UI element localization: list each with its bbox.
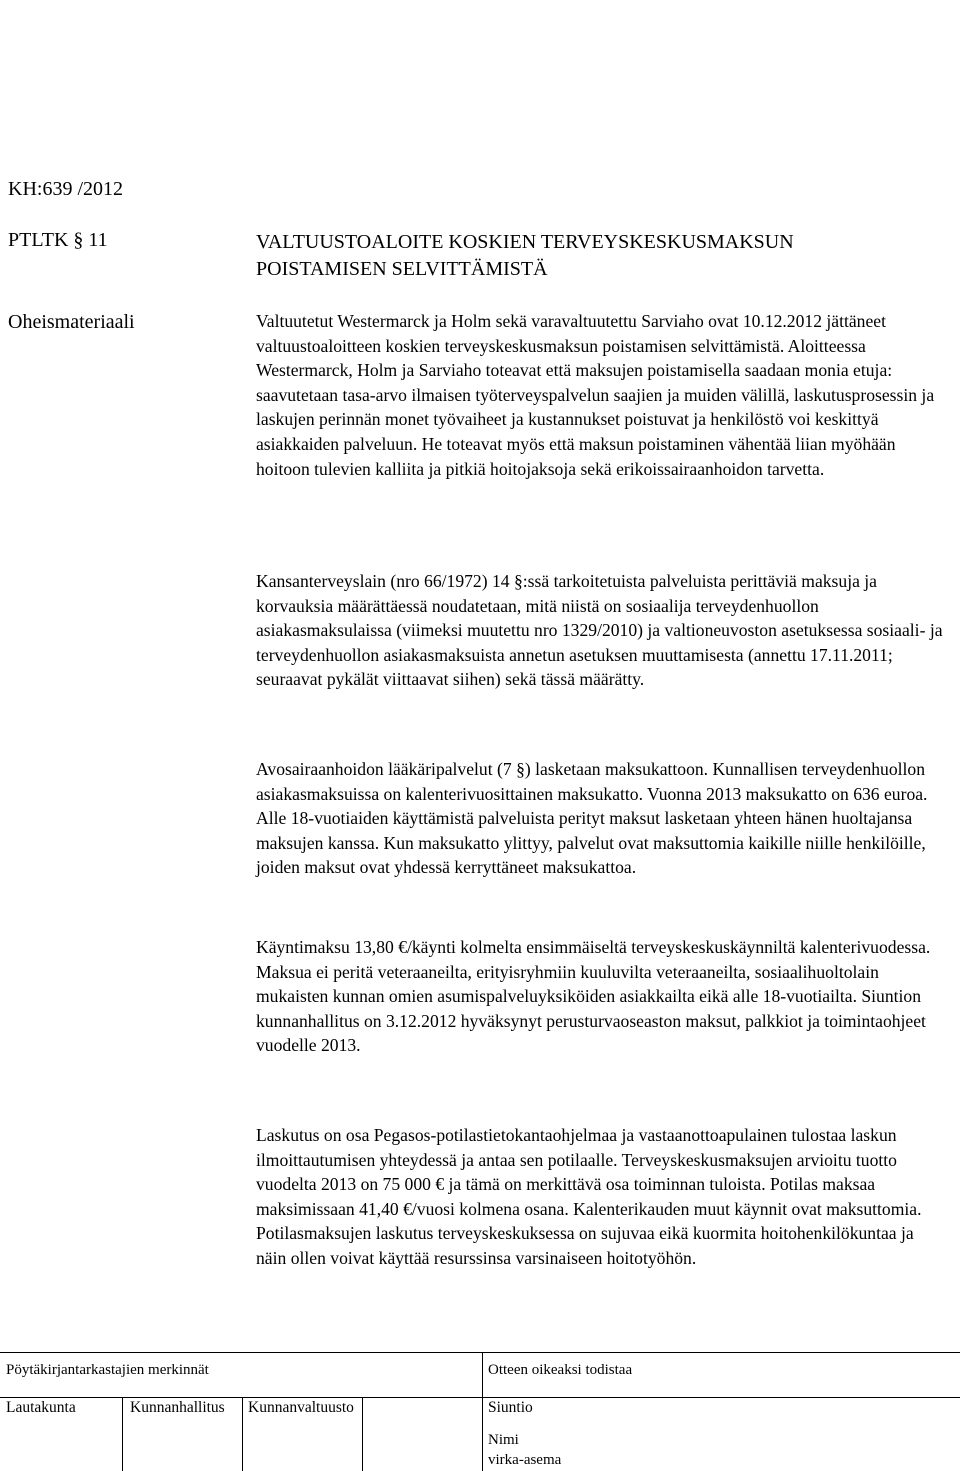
- footer-divider-top: [0, 1352, 960, 1353]
- paragraph-3: Avosairaanhoidon lääkäripalvelut (7 §) lasketaan maksukattoon. Kunnallisen terveydenhuollon asiakasmaksuissa on kalenterivuosittainen maksukatto. Vuonna 2013 maksukatto on 636 euroa. Alle 18-vuotiaiden käyttämistä palveluista perityt maksut lasketaan yhteen hänen huoltajansa maksujen kanssa. Kun maksukatto ylittyy, palvelut ovat maksuttomia kaikille niille henkilöille, joiden maksut ovat yhdessä kerryttäneet maksukattoa.: [256, 759, 928, 878]
- paragraph-2: Kansanterveyslain (nro 66/1972) 14 §:ssä tarkoitetuista palveluista perittäviä maksuja ja korvauksia määrättäessä noudatetaan, mitä niistä on sosiaalija terveydenhuollon asiakasmaksulaissa (viimeksi muutettu nro 1329/2010) ja valtioneuvoston asetuksessa sosiaali- ja terveydenhuollon asiakasmaksuista annetun asetuksen muuttamisesta (annettu 17.11.2011; seuraavat pykälät viittaavat siihen) sekä tässä määrätty.: [256, 571, 943, 690]
- footer-divider-middle: [0, 1397, 960, 1398]
- name-label: Nimi: [488, 1432, 519, 1448]
- footer-cell-divider-3: [362, 1397, 363, 1471]
- paragraph-5: Laskutus on osa Pegasos-potilastietokantaohjelmaa ja vastaanottoapulainen tulostaa laskun ilmoittautumisen yhteydessä ja antaa sen potilaalle. Terveyskeskusmaksujen arvioitu tuotto vuodelta 2013 on 75 000 € ja tämä on merkittävä osa toiminnan tuloista. Potilas maksaa maksimissaan 41,40 €/vuosi kolmena osana. Kalenterikauden muut käynnit ovat maksuttomia. Potilasmaksujen laskutus terveyskeskuksessa on sujuvaa eikä kuormita hoitohenkilökuntaa ja näin ollen voivat käyttää resurssinsa varsinaiseen hoitotyöhön.: [256, 1125, 922, 1268]
- attachments-label: Oheismateriaali: [8, 311, 135, 333]
- authority-name: Perusturvalautakunta: [6, 72, 184, 96]
- item-title-line-1: VALTUUSTOALOITE KOSKIEN TERVEYSKESKUSMAKSUN: [256, 231, 794, 253]
- item-title: [256, 229, 794, 283]
- meeting-date: 14.2.2013: [484, 72, 568, 96]
- footer-cell-divider-2: [242, 1397, 243, 1471]
- place-label: Siuntio: [488, 1399, 533, 1416]
- municipal-board-column: Kunnanhallitus: [130, 1399, 225, 1416]
- page-number: Sivu 19: [658, 0, 723, 24]
- minutes-checkers-label: Pöytäkirjantarkastajien merkinnät: [6, 1362, 209, 1378]
- header-bar: [0, 0, 960, 97]
- position-label: virka-asema: [488, 1452, 562, 1468]
- footer-cell-divider-1: [122, 1397, 123, 1471]
- paragraph-4: Käyntimaksu 13,80 €/käynti kolmelta ensimmäiseltä terveyskeskuskäynniltä kalenterivuodessa. Maksua ei peritä veteraaneilta, erityisryhmiin kuuluvilta veteraaneilta, sosiaalihuoltolain mukaisten kunnan omien asumispalveluyksiköiden asiakkailta eikä alle 18-vuotiailta. Siuntion kunnanhallitus on 3.12.2012 hyväksynyt perusturvaoseaston maksut, palkkiot ja toimintaohjeet vuodelle 2013.: [256, 937, 931, 1056]
- municipality-name: SIUNTION KUNTA: [6, 0, 190, 24]
- document-type: ESITYSLISTA: [484, 0, 621, 24]
- paragraph-1: Valtuutetut Westermarck ja Holm sekä varavaltuutettu Sarviaho ovat 10.12.2012 jättäneet valtuustoaloitteen koskien terveyskeskusmaksun poistamisen selvittämistä. Aloitteessa Westermarck, Holm ja Sarviaho toteavat että maksujen poistamisella saadaan monia etuja: saavutetaan tasa-arvo ilmaisen työterveyspalvelun saajien ja muiden välillä, laskutusprosessin ja laskujen perinnän monet työvaiheet ja kustannukset poistuvat ja henkilöstö voi keskittyä asiakkaiden palveluun. He toteavat myös että maksun poistaminen vähentää liian myöhään hoitoon tulevien kalliita ja pitkiä hoitojaksoja sekä erikoissairaanhoidon tarvetta.: [256, 311, 935, 479]
- item-title-line-2: POISTAMISEN SELVITTÄMISTÄ: [256, 258, 548, 280]
- municipal-council-column: Kunnanvaltuusto: [248, 1399, 354, 1416]
- certified-copy-label: Otteen oikeaksi todistaa: [488, 1362, 633, 1378]
- kh-reference: KH:639 /2012: [8, 178, 123, 200]
- footer-column-divider: [482, 1352, 483, 1471]
- authority-label: Viranomainen: [6, 26, 97, 43]
- committee-column: Lautakunta: [6, 1399, 76, 1416]
- meeting-date-label: Kokouspäivämäärä: [484, 26, 608, 43]
- ptltk-reference: PTLTK § 11: [8, 229, 108, 251]
